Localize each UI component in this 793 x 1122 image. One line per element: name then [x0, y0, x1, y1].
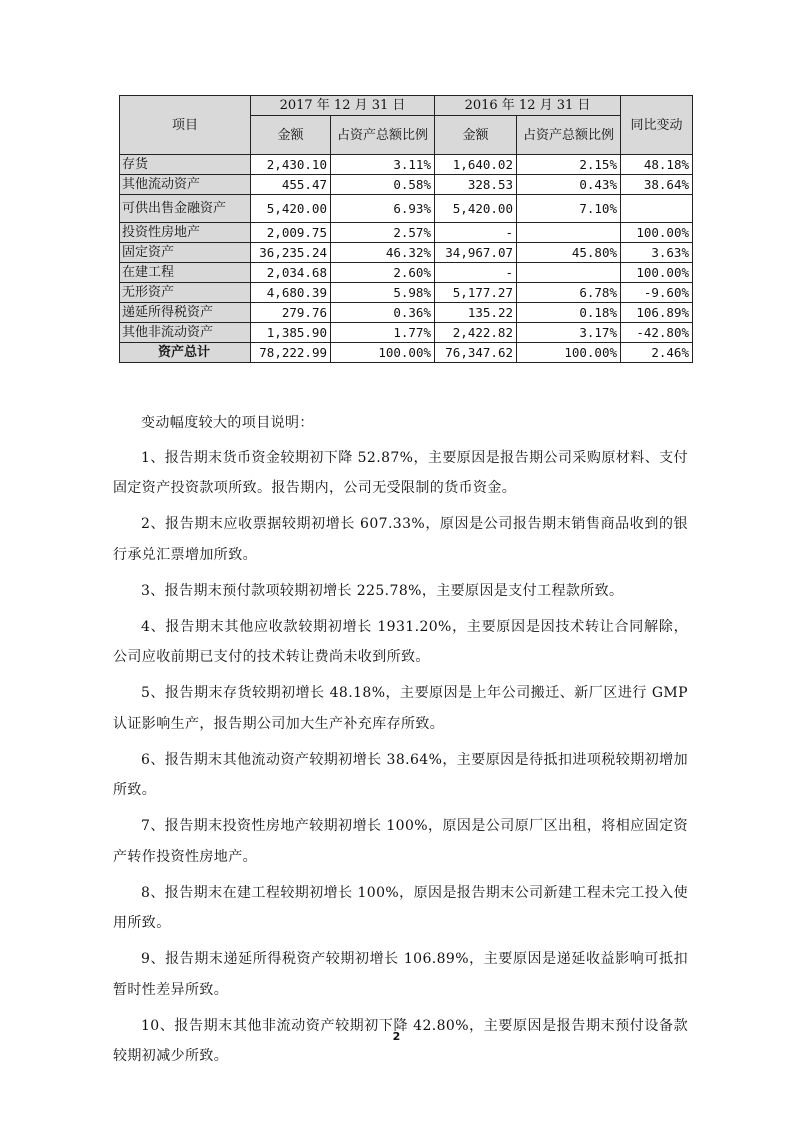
amount-2017: 1,385.90	[251, 323, 331, 343]
table-row	[120, 195, 693, 223]
ratio-2017: 2.60%	[331, 263, 435, 283]
explanation-intro: 变动幅度较大的项目说明：	[141, 415, 314, 431]
row-label: 其他非流动资产	[120, 323, 251, 343]
amount-2016: 5,177.27	[435, 283, 517, 303]
explanation-note: 2、报告期末应收票据较期初增长 607.33%，原因是公司报告期末销售商品收到的银行承兑汇票增加所致。	[113, 516, 688, 563]
yoy-change: 3.63%	[621, 243, 693, 263]
table-row	[120, 323, 693, 343]
amount-2017: 2,430.10	[251, 155, 331, 175]
ratio-2016: 3.17%	[517, 323, 621, 343]
amount-2016: 5,420.00	[435, 195, 517, 223]
row-label: 可供出售金融资产	[120, 195, 251, 223]
ratio-2017: 2.57%	[331, 223, 435, 243]
explanation-note: 7、报告期末投资性房地产较期初增长 100%，原因是公司原厂区出租，将相应固定资产转作投资性房地产。	[113, 818, 688, 865]
table-row	[120, 175, 693, 195]
amount-2016: 328.53	[435, 175, 517, 195]
amount-2016: 76,347.62	[435, 343, 517, 363]
ratio-2016: 6.78%	[517, 283, 621, 303]
ratio-2017: 6.93%	[331, 195, 435, 223]
explanation-note: 4、报告期末其他应收款较期初增长 1931.20%，主要原因是因技术转让合同解除，公司应收前期已支付的技术转让费尚未收到所致。	[113, 618, 688, 665]
yoy-change: 100.00%	[621, 263, 693, 283]
ratio-2016: 2.15%	[517, 155, 621, 175]
explanation-section	[113, 408, 688, 1072]
amount-2017: 2,009.75	[251, 223, 331, 243]
row-label: 存货	[120, 155, 251, 175]
balance-table-container	[119, 95, 692, 363]
ratio-2017: 100.00%	[331, 343, 435, 363]
amount-2017: 5,420.00	[251, 195, 331, 223]
amount-2017: 455.47	[251, 175, 331, 195]
header-ratio-2016: 占资产总额比例	[517, 116, 621, 155]
row-label: 递延所得税资产	[120, 303, 251, 323]
row-label-total: 资产总计	[120, 343, 251, 363]
yoy-change: 2.46%	[621, 343, 693, 363]
row-label: 在建工程	[120, 263, 251, 283]
amount-2017: 78,222.99	[251, 343, 331, 363]
amount-2017: 36,235.24	[251, 243, 331, 263]
explanation-note: 3、报告期末预付款项较期初增长 225.78%，主要原因是支付工程款所致。	[141, 582, 624, 599]
ratio-2016: 0.43%	[517, 175, 621, 195]
table-row	[120, 283, 693, 303]
amount-2016: 34,967.07	[435, 243, 517, 263]
row-label: 投资性房地产	[120, 223, 251, 243]
ratio-2016: 45.80%	[517, 243, 621, 263]
ratio-2016	[517, 223, 621, 243]
table-row	[120, 263, 693, 283]
header-ratio-2017: 占资产总额比例	[331, 116, 435, 155]
explanation-note: 5、报告期末存货较期初增长 48.18%，主要原因是上年公司搬迁、新厂区进行 GMP 认证影响生产，报告期公司加大生产补充库存所致。	[113, 685, 688, 732]
explanation-note: 1、报告期末货币资金较期初下降 52.87%，主要原因是报告期公司采购原材料、支付固定资产投资款项所致。报告期内，公司无受限制的货币资金。	[113, 449, 688, 496]
table-row	[120, 155, 693, 175]
header-2017: 2017 年 12 月 31 日	[251, 96, 435, 116]
ratio-2016: 0.18%	[517, 303, 621, 323]
row-label: 其他流动资产	[120, 175, 251, 195]
amount-2017: 4,680.39	[251, 283, 331, 303]
yoy-change: 106.89%	[621, 303, 693, 323]
amount-2016: -	[435, 223, 517, 243]
yoy-change	[621, 195, 693, 223]
explanation-note: 6、报告期末其他流动资产较期初增长 38.64%，主要原因是待抵扣进项税较期初增加所致。	[113, 751, 688, 798]
header-2016: 2016 年 12 月 31 日	[435, 96, 621, 116]
ratio-2017: 0.36%	[331, 303, 435, 323]
header-amount-2016: 金额	[435, 116, 517, 155]
table-row-total	[120, 343, 693, 363]
yoy-change: 100.00%	[621, 223, 693, 243]
table-row	[120, 303, 693, 323]
header-yoy: 同比变动	[621, 96, 693, 155]
ratio-2017: 0.58%	[331, 175, 435, 195]
explanation-note: 9、报告期末递延所得税资产较期初增长 106.89%，主要原因是递延收益影响可抵扣暂时性差异所致。	[113, 951, 688, 998]
yoy-change: -42.80%	[621, 323, 693, 343]
amount-2017: 2,034.68	[251, 263, 331, 283]
ratio-2017: 5.98%	[331, 283, 435, 303]
amount-2016: 2,422.82	[435, 323, 517, 343]
header-item: 项目	[120, 96, 251, 155]
row-label: 无形资产	[120, 283, 251, 303]
amount-2016: 1,640.02	[435, 155, 517, 175]
ratio-2017: 1.77%	[331, 323, 435, 343]
row-label: 固定资产	[120, 243, 251, 263]
table-row	[120, 243, 693, 263]
ratio-2017: 46.32%	[331, 243, 435, 263]
header-amount-2017: 金额	[251, 116, 331, 155]
ratio-2017: 3.11%	[331, 155, 435, 175]
ratio-2016	[517, 263, 621, 283]
asset-change-table	[119, 95, 693, 363]
explanation-note: 8、报告期末在建工程较期初增长 100%，原因是报告期末公司新建工程未完工投入使用所致。	[113, 884, 688, 931]
page-number: 2	[392, 1030, 401, 1043]
amount-2017: 279.76	[251, 303, 331, 323]
ratio-2016: 100.00%	[517, 343, 621, 363]
yoy-change: 38.64%	[621, 175, 693, 195]
amount-2016: -	[435, 263, 517, 283]
yoy-change: 48.18%	[621, 155, 693, 175]
ratio-2016: 7.10%	[517, 195, 621, 223]
table-row	[120, 223, 693, 243]
amount-2016: 135.22	[435, 303, 517, 323]
explanation-note: 10、报告期末其他非流动资产较期初下降 42.80%，主要原因是报告期末预付设备款较期初减少所致。	[113, 1017, 688, 1064]
yoy-change: -9.60%	[621, 283, 693, 303]
